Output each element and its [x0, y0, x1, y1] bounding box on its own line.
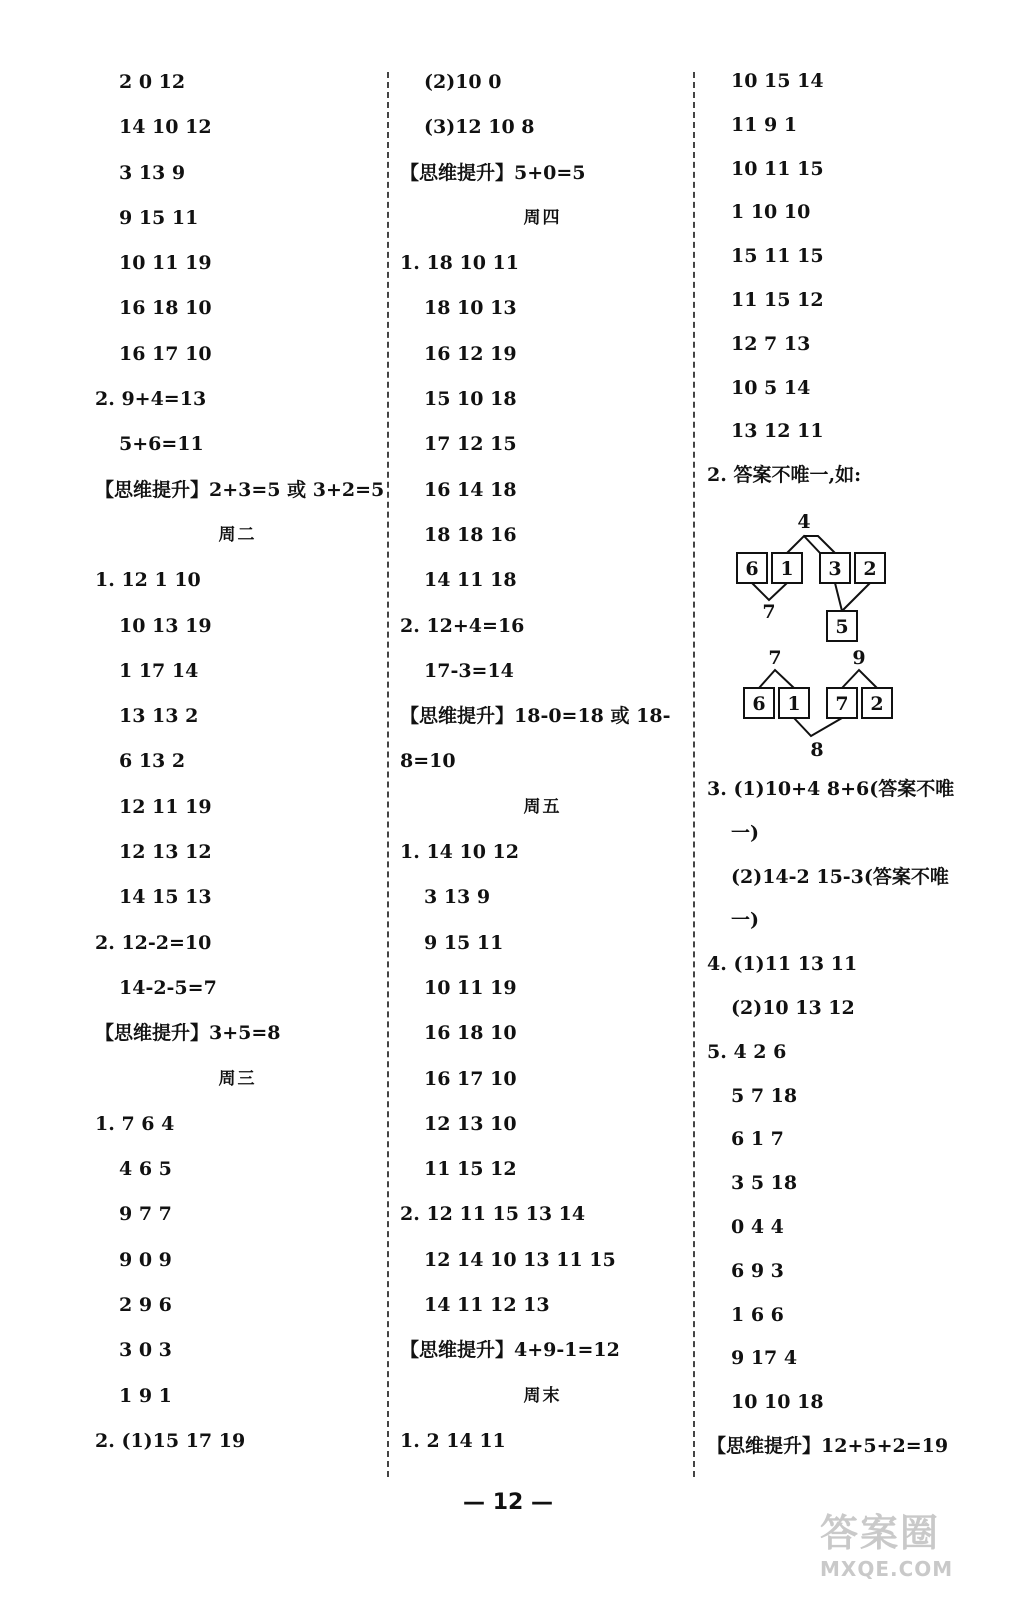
diagram-label: 7: [762, 600, 776, 623]
answer-line: 1. 7 6 4: [95, 1112, 175, 1135]
answer-line: 6 13 2: [119, 750, 186, 773]
diagram-value: 5: [835, 615, 849, 638]
answer-line: 10 11 15: [731, 157, 824, 180]
diagram-connector: [787, 536, 820, 553]
section-heading: 周三: [218, 1068, 257, 1089]
answer-line: 8=10: [400, 750, 456, 773]
diagram-value: 6: [745, 557, 759, 580]
answer-line: 1. 18 10 11: [400, 252, 520, 275]
answer-line: 9 7 7: [119, 1203, 172, 1226]
answer-column-3: [707, 60, 997, 1469]
answer-line: 5+6=11: [119, 433, 204, 456]
diagram-value: 3: [828, 557, 842, 580]
answer-line: 3 0 3: [119, 1339, 172, 1362]
answer-line: 【思维提升】3+5=8: [95, 1022, 281, 1045]
answer-line: 5 7 18: [731, 1084, 798, 1107]
answer-line: 3 13 9: [119, 161, 186, 184]
answer-line: 1 6 6: [731, 1303, 784, 1326]
answer-line: 16 14 18: [424, 478, 517, 501]
diagram-label: 4: [797, 510, 811, 533]
answer-line: (2)10 0: [424, 71, 502, 93]
diagram-label: 8: [810, 738, 824, 761]
watermark-logo-text: 答案圈: [820, 1511, 941, 1555]
answer-line: 1. 12 1 10: [95, 569, 201, 592]
answer-line: 2. 9+4=13: [95, 388, 207, 411]
diagram-connector: [759, 670, 794, 688]
answer-line: 15 10 18: [424, 388, 517, 411]
answer-line: 16 18 10: [424, 1022, 517, 1045]
answer-line: 4 6 5: [119, 1158, 172, 1181]
answer-column-2: [400, 60, 685, 1464]
answer-line: 2. 12-2=10: [95, 931, 212, 954]
answer-line: 6 9 3: [731, 1259, 784, 1282]
answer-line: 2. 12 11 15 13 14: [400, 1203, 586, 1226]
answer-line: 0 4 4: [731, 1215, 784, 1238]
answer-line: 【思维提升】12+5+2=19: [707, 1434, 949, 1457]
answer-line: 17-3=14: [424, 659, 514, 682]
answer-line: 3 13 9: [424, 886, 491, 909]
column-divider: [693, 72, 695, 1477]
diagram-connector: [804, 536, 835, 553]
answer-line: 1 9 1: [119, 1384, 172, 1407]
answer-line: 16 17 10: [424, 1067, 517, 1090]
site-watermark: [820, 1510, 1010, 1590]
number-box-diagram-svg: [717, 498, 917, 768]
answer-line: 2 9 6: [119, 1294, 172, 1317]
answer-line: 18 18 16: [424, 523, 517, 546]
answer-line: 10 15 14: [731, 70, 824, 92]
answer-line: 【思维提升】2+3=5 或 3+2=5: [95, 478, 385, 501]
answer-line: 一): [731, 821, 759, 844]
answer-line: 12 14 10 13 11 15: [424, 1248, 616, 1271]
number-box-diagram: [707, 498, 997, 768]
answer-line: 11 9 1: [731, 113, 798, 136]
answer-line: 10 13 19: [119, 614, 212, 637]
column-divider: [387, 72, 389, 1477]
answer-line: 3 5 18: [731, 1172, 798, 1195]
diagram-label: 7: [768, 646, 782, 669]
answer-line: 10 10 18: [731, 1391, 824, 1414]
watermark-url: MXQE.COM: [820, 1557, 954, 1581]
answer-line: 10 5 14: [731, 376, 811, 399]
answer-line: 14 11 12 13: [424, 1294, 550, 1317]
diagram-value: 1: [787, 692, 801, 715]
answer-line: 1. 14 10 12: [400, 841, 520, 864]
diagram-value: 7: [835, 692, 849, 715]
diagram-value: 1: [780, 557, 794, 580]
answer-line: 2. 12+4=16: [400, 614, 525, 637]
diagram-value: 2: [863, 557, 877, 580]
answer-line: 9 17 4: [731, 1347, 798, 1370]
diagram-connector: [794, 718, 842, 736]
answer-line: 2. 答案不唯一,如:: [707, 464, 862, 487]
answer-line: 4. (1)11 13 11: [707, 953, 858, 976]
answer-line: 16 12 19: [424, 342, 517, 365]
diagram-value: 6: [752, 692, 766, 715]
answer-line: 10 11 19: [424, 976, 517, 999]
answer-line: 【思维提升】4+9-1=12: [400, 1339, 620, 1362]
answer-line: 1 10 10: [731, 201, 811, 224]
answer-line: 1 17 14: [119, 659, 199, 682]
page-number: — 12 —: [463, 1490, 553, 1515]
answer-line: 17 12 15: [424, 433, 517, 456]
answer-line: 一): [731, 909, 759, 932]
answer-line: 11 15 12: [424, 1158, 517, 1181]
answer-line: 16 17 10: [119, 342, 212, 365]
answer-line: 6 1 7: [731, 1128, 784, 1151]
answer-line: 11 15 12: [731, 288, 824, 311]
answer-line: 15 11 15: [731, 245, 824, 268]
answer-line: 16 18 10: [119, 297, 212, 320]
answer-line: 3. (1)10+4 8+6(答案不唯: [707, 777, 955, 800]
answer-line: 10 11 19: [119, 252, 212, 275]
diagram-connector: [842, 583, 870, 611]
answer-column-1: [95, 60, 385, 1464]
answer-line: 12 11 19: [119, 795, 212, 818]
answer-line: 2. (1)15 17 19: [95, 1429, 246, 1452]
answer-line: (2)10 13 12: [731, 996, 855, 1019]
answer-line: 14 10 12: [119, 116, 212, 139]
section-heading: 周二: [218, 524, 257, 545]
diagram-connector: [842, 670, 877, 688]
diagram-label: 9: [852, 646, 866, 669]
answer-line: 14 15 13: [119, 886, 212, 909]
diagram-value: 2: [870, 692, 884, 715]
answer-line: 18 10 13: [424, 297, 517, 320]
answer-line: 13 13 2: [119, 705, 199, 728]
answer-line: 2 0 12: [119, 71, 186, 93]
answer-line: 14 11 18: [424, 569, 517, 592]
answer-line: 1. 2 14 11: [400, 1429, 506, 1452]
diagram-connector: [835, 583, 842, 611]
answer-line: 12 13 12: [119, 841, 212, 864]
answer-line: 【思维提升】18-0=18 或 18-: [400, 705, 671, 728]
answer-line: 12 13 10: [424, 1112, 517, 1135]
answer-line: 12 7 13: [731, 332, 811, 355]
section-heading: 周五: [523, 796, 562, 817]
answer-line: 9 15 11: [424, 931, 504, 954]
section-heading: 周末: [523, 1385, 562, 1406]
answer-line: (3)12 10 8: [424, 116, 535, 139]
answer-line: (2)14-2 15-3(答案不唯: [731, 865, 949, 888]
answer-line: 13 12 11: [731, 420, 824, 443]
answer-line: 14-2-5=7: [119, 976, 217, 999]
section-heading: 周四: [523, 207, 562, 228]
diagram-connector: [752, 583, 787, 600]
answer-line: 9 15 11: [119, 206, 199, 229]
answer-line: 9 0 9: [119, 1248, 172, 1271]
answer-line: 【思维提升】5+0=5: [400, 161, 586, 184]
answer-line: 5. 4 2 6: [707, 1040, 787, 1063]
